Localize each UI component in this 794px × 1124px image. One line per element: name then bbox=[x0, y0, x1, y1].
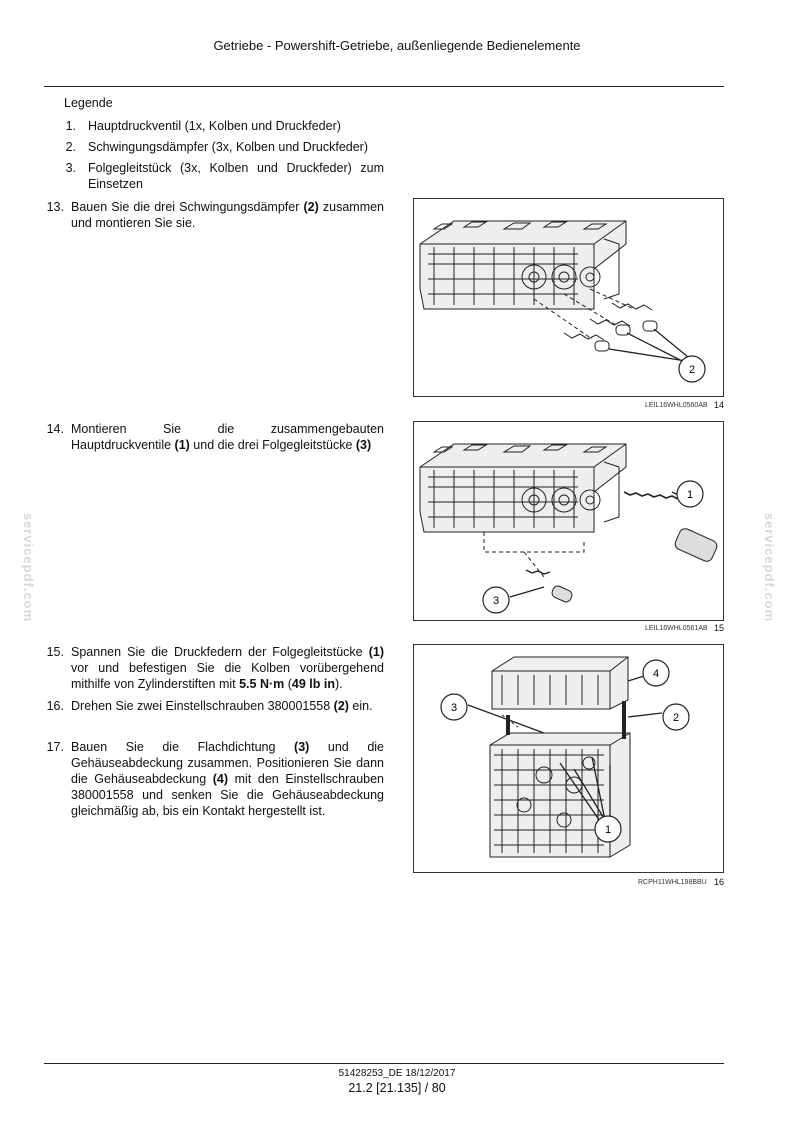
step-number: 16. bbox=[46, 699, 64, 713]
figure-14-illustration bbox=[413, 198, 724, 397]
step-text: Bauen Sie die drei Schwingungsdämpfer (2) zusammen und montieren Sie sie. bbox=[71, 200, 385, 230]
figure-16-caption: RCPH11WHL198BBU bbox=[638, 879, 707, 886]
figure-16-callout-3: 3 bbox=[450, 702, 458, 714]
step-number: 14. bbox=[46, 422, 64, 436]
legend-item-text: Schwingungsdämpfer (3x, Kolben und Druckfeder) bbox=[88, 140, 369, 154]
step-text: Drehen Sie zwei Einstellschrauben 380001558 (2) ein. bbox=[71, 699, 373, 713]
watermark-right: servicepdf.com bbox=[762, 512, 778, 623]
legend-item-text: Folgegleitstück (3x, Kolben und Druckfeder) zum Einsetzen bbox=[88, 161, 384, 191]
figure-16-callout-2: 2 bbox=[672, 712, 680, 724]
figure-15-caption: LEIL16WHL0561AB bbox=[645, 625, 708, 632]
step-text: Spannen Sie die Druckfedern der Folgegleitstücke (1) vor und befestigen Sie die Kolben vorübergehend mithilfe von Zylinderstiften mit 5.5 N·m (49 lb in). bbox=[71, 645, 384, 691]
legend-title: Legende bbox=[64, 96, 113, 110]
legend-item-number: 2. bbox=[65, 140, 76, 154]
step-number: 15. bbox=[46, 645, 64, 659]
header-rule bbox=[44, 86, 724, 87]
figure-15-number: 15 bbox=[714, 623, 725, 633]
step-number: 17. bbox=[46, 740, 64, 754]
page-header-title: Getriebe - Powershift-Getriebe, außenliegende Bedienelemente bbox=[213, 38, 581, 53]
figure-15-illustration bbox=[413, 421, 724, 621]
figure-16-number: 16 bbox=[714, 877, 725, 887]
figure-15-callout-1: 1 bbox=[686, 489, 694, 501]
legend-item-number: 3. bbox=[65, 161, 76, 175]
figure-16-callout-4: 4 bbox=[652, 668, 660, 680]
figure-14-callout-2: 2 bbox=[688, 364, 696, 376]
step-text: Montieren Sie die zusammengebauten Hauptdruckventile (1) und die drei Folgegleitstücke (3) bbox=[71, 422, 384, 452]
figure-14-number: 14 bbox=[714, 400, 725, 410]
step-number: 13. bbox=[46, 200, 64, 214]
legend-item-number: 1. bbox=[65, 119, 76, 133]
footer-rule bbox=[44, 1063, 724, 1064]
watermark-left: servicepdf.com bbox=[21, 512, 37, 623]
figure-14-caption: LEIL16WHL0560AB bbox=[645, 402, 708, 409]
figure-16-callout-1: 1 bbox=[604, 824, 612, 836]
figure-15-callout-3: 3 bbox=[492, 595, 500, 607]
step-text: Bauen Sie die Flachdichtung (3) und die Gehäuseabdeckung zusammen. Positionieren Sie dann die Gehäuseabdeckung (4) mit den Einstellschrauben 380001558 und senken Sie die Gehäuseabdeckung gleichmäßig ab, bis ein Kontakt hergestellt ist. bbox=[71, 740, 385, 818]
figure-16-illustration bbox=[413, 644, 724, 873]
footer-page-number: 21.2 [21.135] / 80 bbox=[348, 1081, 446, 1095]
footer-document-id: 51428253_DE 18/12/2017 bbox=[338, 1068, 456, 1079]
legend-item-text: Hauptdruckventil (1x, Kolben und Druckfeder) bbox=[88, 119, 341, 133]
